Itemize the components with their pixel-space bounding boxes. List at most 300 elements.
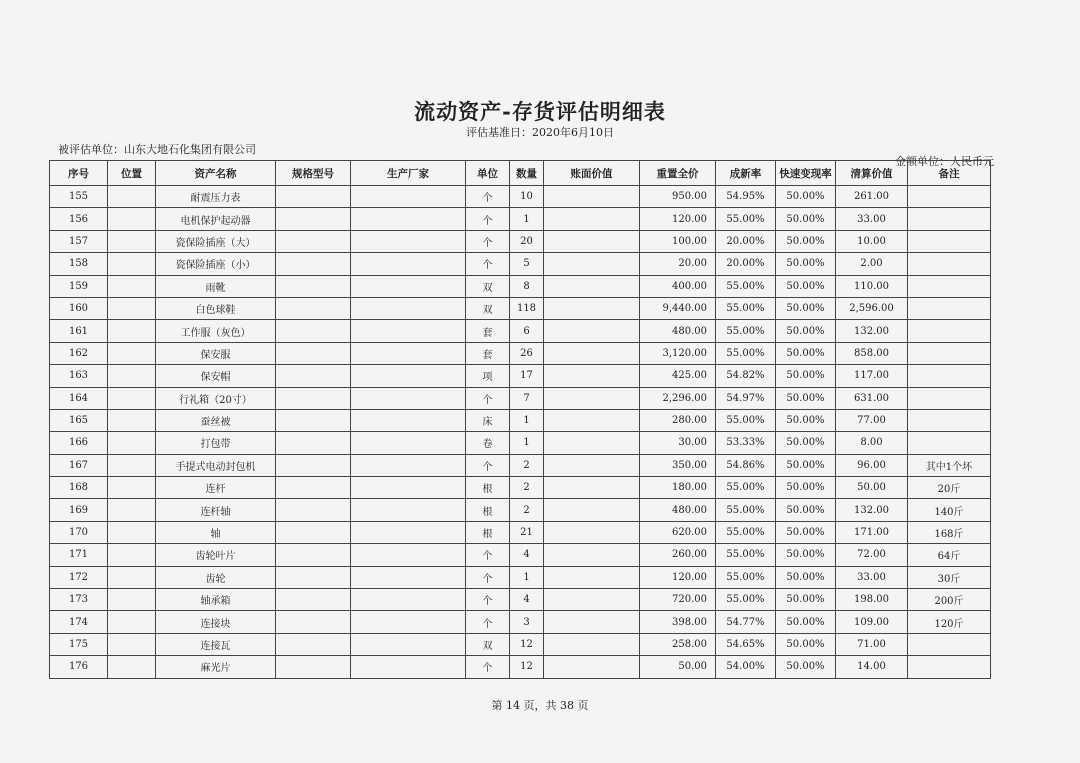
- cell-book-value: [544, 297, 640, 319]
- cell-qty: 1: [510, 409, 544, 431]
- cell-unit: 个: [466, 544, 510, 566]
- cell-book-value: [544, 477, 640, 499]
- cell-spec: [276, 320, 351, 342]
- cell-maker: [351, 477, 466, 499]
- cell-asset-name: 连杆: [156, 477, 276, 499]
- cell-remark: [908, 320, 991, 342]
- cell-unit: 套: [466, 320, 510, 342]
- cell-qty: 26: [510, 342, 544, 364]
- cell-unit: 根: [466, 499, 510, 521]
- cell-book-value: [544, 342, 640, 364]
- table-row: [50, 454, 991, 476]
- cell-book-value: [544, 521, 640, 543]
- table-row: [50, 365, 991, 387]
- cell-quick-rate: 50.00%: [776, 409, 836, 431]
- cell-unit: 双: [466, 275, 510, 297]
- cell-liquidation: 132.00: [836, 320, 908, 342]
- header-maker: 生产厂家: [351, 161, 466, 186]
- cell-no: 164: [50, 387, 108, 409]
- cell-unit: 个: [466, 253, 510, 275]
- cell-asset-name: 连接块: [156, 611, 276, 633]
- cell-qty: 3: [510, 611, 544, 633]
- cell-unit: 床: [466, 409, 510, 431]
- cell-liquidation: 631.00: [836, 387, 908, 409]
- cell-location: [108, 611, 156, 633]
- cell-no: 169: [50, 499, 108, 521]
- cell-remark: [908, 656, 991, 678]
- cell-location: [108, 409, 156, 431]
- cell-remark: 30斤: [908, 566, 991, 588]
- cell-qty: 2: [510, 454, 544, 476]
- cell-book-value: [544, 409, 640, 431]
- cell-location: [108, 544, 156, 566]
- cell-maker: [351, 656, 466, 678]
- cell-newness: 20.00%: [716, 230, 776, 252]
- cell-no: 176: [50, 656, 108, 678]
- cell-replacement: 350.00: [640, 454, 716, 476]
- cell-unit: 根: [466, 477, 510, 499]
- cell-quick-rate: 50.00%: [776, 566, 836, 588]
- cell-asset-name: 齿轮: [156, 566, 276, 588]
- table-row: [50, 499, 991, 521]
- cell-liquidation: 8.00: [836, 432, 908, 454]
- cell-newness: 55.00%: [716, 499, 776, 521]
- cell-no: 165: [50, 409, 108, 431]
- cell-book-value: [544, 656, 640, 678]
- cell-replacement: 2,296.00: [640, 387, 716, 409]
- cell-liquidation: 77.00: [836, 409, 908, 431]
- cell-newness: 54.00%: [716, 656, 776, 678]
- table-row: [50, 633, 991, 655]
- cell-liquidation: 132.00: [836, 499, 908, 521]
- cell-unit: 个: [466, 611, 510, 633]
- cell-book-value: [544, 566, 640, 588]
- cell-qty: 21: [510, 521, 544, 543]
- evaluated-entity: 被评估单位：山东大地石化集团有限公司: [58, 143, 256, 156]
- cell-spec: [276, 186, 351, 208]
- cell-book-value: [544, 387, 640, 409]
- cell-unit: 个: [466, 387, 510, 409]
- cell-book-value: [544, 253, 640, 275]
- cell-remark: 140斤: [908, 499, 991, 521]
- cell-replacement: 9,440.00: [640, 297, 716, 319]
- cell-liquidation: 198.00: [836, 589, 908, 611]
- cell-replacement: 398.00: [640, 611, 716, 633]
- cell-location: [108, 477, 156, 499]
- cell-unit: 个: [466, 454, 510, 476]
- cell-replacement: 280.00: [640, 409, 716, 431]
- cell-asset-name: 白色球鞋: [156, 297, 276, 319]
- cell-quick-rate: 50.00%: [776, 387, 836, 409]
- header-replacement: 重置全价: [640, 161, 716, 186]
- cell-book-value: [544, 544, 640, 566]
- cell-quick-rate: 50.00%: [776, 477, 836, 499]
- cell-book-value: [544, 320, 640, 342]
- cell-location: [108, 521, 156, 543]
- cell-spec: [276, 454, 351, 476]
- cell-location: [108, 656, 156, 678]
- cell-no: 163: [50, 365, 108, 387]
- cell-no: 175: [50, 633, 108, 655]
- cell-newness: 55.00%: [716, 320, 776, 342]
- cell-no: 158: [50, 253, 108, 275]
- cell-maker: [351, 186, 466, 208]
- currency-unit: 金额单位：人民币元: [895, 155, 994, 168]
- cell-remark: [908, 253, 991, 275]
- cell-no: 172: [50, 566, 108, 588]
- cell-maker: [351, 208, 466, 230]
- cell-qty: 1: [510, 432, 544, 454]
- cell-unit: 根: [466, 521, 510, 543]
- cell-unit: 项: [466, 365, 510, 387]
- cell-location: [108, 499, 156, 521]
- cell-book-value: [544, 454, 640, 476]
- cell-qty: 6: [510, 320, 544, 342]
- cell-no: 166: [50, 432, 108, 454]
- table-row: [50, 566, 991, 588]
- table-row: [50, 611, 991, 633]
- cell-qty: 4: [510, 544, 544, 566]
- cell-liquidation: 261.00: [836, 186, 908, 208]
- table-row: [50, 320, 991, 342]
- cell-location: [108, 387, 156, 409]
- cell-replacement: 620.00: [640, 521, 716, 543]
- cell-unit: 个: [466, 208, 510, 230]
- cell-maker: [351, 499, 466, 521]
- cell-replacement: 50.00: [640, 656, 716, 678]
- cell-replacement: 258.00: [640, 633, 716, 655]
- cell-replacement: 180.00: [640, 477, 716, 499]
- cell-maker: [351, 387, 466, 409]
- table-header-row: [50, 161, 991, 186]
- cell-newness: 55.00%: [716, 544, 776, 566]
- cell-remark: 120斤: [908, 611, 991, 633]
- cell-no: 161: [50, 320, 108, 342]
- cell-quick-rate: 50.00%: [776, 365, 836, 387]
- cell-remark: 168斤: [908, 521, 991, 543]
- cell-location: [108, 365, 156, 387]
- cell-remark: [908, 275, 991, 297]
- table-row: [50, 544, 991, 566]
- cell-book-value: [544, 275, 640, 297]
- cell-asset-name: 连接瓦: [156, 633, 276, 655]
- cell-qty: 1: [510, 566, 544, 588]
- cell-maker: [351, 275, 466, 297]
- cell-quick-rate: 50.00%: [776, 320, 836, 342]
- cell-maker: [351, 566, 466, 588]
- cell-spec: [276, 656, 351, 678]
- cell-quick-rate: 50.00%: [776, 342, 836, 364]
- cell-replacement: 20.00: [640, 253, 716, 275]
- cell-maker: [351, 342, 466, 364]
- cell-liquidation: 110.00: [836, 275, 908, 297]
- page-footer: 第 14 页，共 38 页: [491, 699, 589, 712]
- cell-remark: [908, 432, 991, 454]
- header-remark: 备注: [908, 161, 991, 186]
- cell-newness: 55.00%: [716, 521, 776, 543]
- cell-replacement: 480.00: [640, 320, 716, 342]
- cell-maker: [351, 365, 466, 387]
- cell-asset-name: 连杆轴: [156, 499, 276, 521]
- cell-newness: 54.86%: [716, 454, 776, 476]
- cell-quick-rate: 50.00%: [776, 544, 836, 566]
- cell-location: [108, 589, 156, 611]
- cell-location: [108, 253, 156, 275]
- cell-qty: 10: [510, 186, 544, 208]
- cell-remark: [908, 633, 991, 655]
- cell-asset-name: 耐震压力表: [156, 186, 276, 208]
- cell-newness: 55.00%: [716, 275, 776, 297]
- cell-unit: 双: [466, 633, 510, 655]
- cell-quick-rate: 50.00%: [776, 275, 836, 297]
- cell-newness: 54.82%: [716, 365, 776, 387]
- cell-quick-rate: 50.00%: [776, 454, 836, 476]
- cell-liquidation: 109.00: [836, 611, 908, 633]
- header-liquidation: 清算价值: [836, 161, 908, 186]
- cell-replacement: 950.00: [640, 186, 716, 208]
- cell-asset-name: 雨靴: [156, 275, 276, 297]
- cell-no: 167: [50, 454, 108, 476]
- cell-quick-rate: 50.00%: [776, 499, 836, 521]
- cell-liquidation: 50.00: [836, 477, 908, 499]
- cell-replacement: 120.00: [640, 208, 716, 230]
- cell-newness: 55.00%: [716, 477, 776, 499]
- cell-replacement: 260.00: [640, 544, 716, 566]
- cell-remark: 其中1个坏: [908, 454, 991, 476]
- cell-spec: [276, 589, 351, 611]
- cell-location: [108, 208, 156, 230]
- cell-quick-rate: 50.00%: [776, 633, 836, 655]
- cell-remark: [908, 387, 991, 409]
- table-row: [50, 477, 991, 499]
- cell-book-value: [544, 208, 640, 230]
- cell-remark: [908, 297, 991, 319]
- cell-unit: 个: [466, 186, 510, 208]
- header-book-value: 账面价值: [544, 161, 640, 186]
- cell-liquidation: 96.00: [836, 454, 908, 476]
- table-row: [50, 409, 991, 431]
- cell-no: 171: [50, 544, 108, 566]
- cell-no: 174: [50, 611, 108, 633]
- cell-quick-rate: 50.00%: [776, 521, 836, 543]
- cell-no: 173: [50, 589, 108, 611]
- cell-maker: [351, 320, 466, 342]
- inventory-table: [49, 160, 991, 679]
- table-row: [50, 521, 991, 543]
- cell-unit: 个: [466, 589, 510, 611]
- cell-liquidation: 71.00: [836, 633, 908, 655]
- cell-spec: [276, 275, 351, 297]
- cell-remark: 200斤: [908, 589, 991, 611]
- cell-quick-rate: 50.00%: [776, 230, 836, 252]
- cell-spec: [276, 208, 351, 230]
- cell-qty: 2: [510, 499, 544, 521]
- cell-asset-name: 打包带: [156, 432, 276, 454]
- table-row: [50, 208, 991, 230]
- cell-newness: 55.00%: [716, 342, 776, 364]
- table-row: [50, 387, 991, 409]
- cell-liquidation: 72.00: [836, 544, 908, 566]
- table-row: [50, 253, 991, 275]
- cell-location: [108, 275, 156, 297]
- cell-maker: [351, 409, 466, 431]
- cell-newness: 55.00%: [716, 409, 776, 431]
- cell-book-value: [544, 365, 640, 387]
- cell-replacement: 120.00: [640, 566, 716, 588]
- cell-asset-name: 蚕丝被: [156, 409, 276, 431]
- cell-quick-rate: 50.00%: [776, 186, 836, 208]
- table-row: [50, 230, 991, 252]
- cell-replacement: 100.00: [640, 230, 716, 252]
- table-row: [50, 342, 991, 364]
- cell-book-value: [544, 499, 640, 521]
- cell-location: [108, 297, 156, 319]
- cell-qty: 118: [510, 297, 544, 319]
- cell-asset-name: 手提式电动封包机: [156, 454, 276, 476]
- cell-spec: [276, 387, 351, 409]
- cell-asset-name: 工作服（灰色）: [156, 320, 276, 342]
- cell-no: 157: [50, 230, 108, 252]
- cell-location: [108, 320, 156, 342]
- header-asset-name: 资产名称: [156, 161, 276, 186]
- cell-asset-name: 保安帽: [156, 365, 276, 387]
- cell-book-value: [544, 611, 640, 633]
- cell-replacement: 3,120.00: [640, 342, 716, 364]
- cell-location: [108, 186, 156, 208]
- cell-spec: [276, 342, 351, 364]
- cell-qty: 12: [510, 633, 544, 655]
- cell-liquidation: 2,596.00: [836, 297, 908, 319]
- cell-liquidation: 117.00: [836, 365, 908, 387]
- table-row: [50, 656, 991, 678]
- cell-quick-rate: 50.00%: [776, 432, 836, 454]
- cell-qty: 1: [510, 208, 544, 230]
- cell-book-value: [544, 186, 640, 208]
- cell-maker: [351, 253, 466, 275]
- cell-asset-name: 麻光片: [156, 656, 276, 678]
- header-spec: 规格型号: [276, 161, 351, 186]
- cell-qty: 17: [510, 365, 544, 387]
- header-quick-rate: 快速变现率: [776, 161, 836, 186]
- cell-spec: [276, 566, 351, 588]
- cell-spec: [276, 544, 351, 566]
- cell-remark: [908, 365, 991, 387]
- cell-liquidation: 2.00: [836, 253, 908, 275]
- cell-liquidation: 14.00: [836, 656, 908, 678]
- header-newness: 成新率: [716, 161, 776, 186]
- cell-maker: [351, 230, 466, 252]
- cell-qty: 8: [510, 275, 544, 297]
- cell-spec: [276, 521, 351, 543]
- cell-newness: 53.33%: [716, 432, 776, 454]
- cell-qty: 7: [510, 387, 544, 409]
- cell-liquidation: 10.00: [836, 230, 908, 252]
- cell-newness: 54.65%: [716, 633, 776, 655]
- table-row: [50, 297, 991, 319]
- cell-quick-rate: 50.00%: [776, 589, 836, 611]
- cell-asset-name: 瓷保险插座（小）: [156, 253, 276, 275]
- cell-maker: [351, 611, 466, 633]
- cell-unit: 个: [466, 656, 510, 678]
- cell-remark: [908, 409, 991, 431]
- cell-location: [108, 566, 156, 588]
- cell-newness: 20.00%: [716, 253, 776, 275]
- cell-remark: 20斤: [908, 477, 991, 499]
- cell-no: 168: [50, 477, 108, 499]
- cell-unit: 个: [466, 230, 510, 252]
- cell-unit: 套: [466, 342, 510, 364]
- cell-asset-name: 轴承箱: [156, 589, 276, 611]
- cell-book-value: [544, 589, 640, 611]
- cell-no: 170: [50, 521, 108, 543]
- cell-no: 160: [50, 297, 108, 319]
- cell-spec: [276, 477, 351, 499]
- header-location: 位置: [108, 161, 156, 186]
- cell-location: [108, 342, 156, 364]
- cell-spec: [276, 365, 351, 387]
- cell-asset-name: 齿轮叶片: [156, 544, 276, 566]
- cell-remark: [908, 230, 991, 252]
- cell-liquidation: 858.00: [836, 342, 908, 364]
- cell-unit: 个: [466, 566, 510, 588]
- cell-newness: 54.97%: [716, 387, 776, 409]
- cell-location: [108, 432, 156, 454]
- cell-no: 156: [50, 208, 108, 230]
- cell-qty: 20: [510, 230, 544, 252]
- cell-newness: 54.77%: [716, 611, 776, 633]
- cell-newness: 55.00%: [716, 208, 776, 230]
- cell-spec: [276, 432, 351, 454]
- cell-maker: [351, 454, 466, 476]
- cell-replacement: 30.00: [640, 432, 716, 454]
- cell-liquidation: 33.00: [836, 566, 908, 588]
- document-title: 流动资产-存货评估明细表: [414, 99, 666, 124]
- cell-newness: 54.95%: [716, 186, 776, 208]
- table-row: [50, 186, 991, 208]
- cell-qty: 4: [510, 589, 544, 611]
- cell-liquidation: 171.00: [836, 521, 908, 543]
- cell-asset-name: 瓷保险插座（大）: [156, 230, 276, 252]
- cell-spec: [276, 253, 351, 275]
- cell-location: [108, 230, 156, 252]
- table-row: [50, 275, 991, 297]
- cell-qty: 12: [510, 656, 544, 678]
- cell-replacement: 400.00: [640, 275, 716, 297]
- cell-quick-rate: 50.00%: [776, 253, 836, 275]
- cell-remark: [908, 342, 991, 364]
- cell-maker: [351, 589, 466, 611]
- cell-quick-rate: 50.00%: [776, 297, 836, 319]
- header-no: 序号: [50, 161, 108, 186]
- cell-asset-name: 行礼箱（20寸）: [156, 387, 276, 409]
- cell-maker: [351, 633, 466, 655]
- cell-asset-name: 电机保护起动器: [156, 208, 276, 230]
- table-row: [50, 432, 991, 454]
- cell-unit: 卷: [466, 432, 510, 454]
- cell-replacement: 720.00: [640, 589, 716, 611]
- header-qty: 数量: [510, 161, 544, 186]
- cell-spec: [276, 230, 351, 252]
- cell-spec: [276, 633, 351, 655]
- cell-liquidation: 33.00: [836, 208, 908, 230]
- cell-maker: [351, 544, 466, 566]
- cell-maker: [351, 297, 466, 319]
- cell-remark: [908, 186, 991, 208]
- cell-spec: [276, 297, 351, 319]
- cell-asset-name: 保安服: [156, 342, 276, 364]
- cell-quick-rate: 50.00%: [776, 611, 836, 633]
- cell-qty: 5: [510, 253, 544, 275]
